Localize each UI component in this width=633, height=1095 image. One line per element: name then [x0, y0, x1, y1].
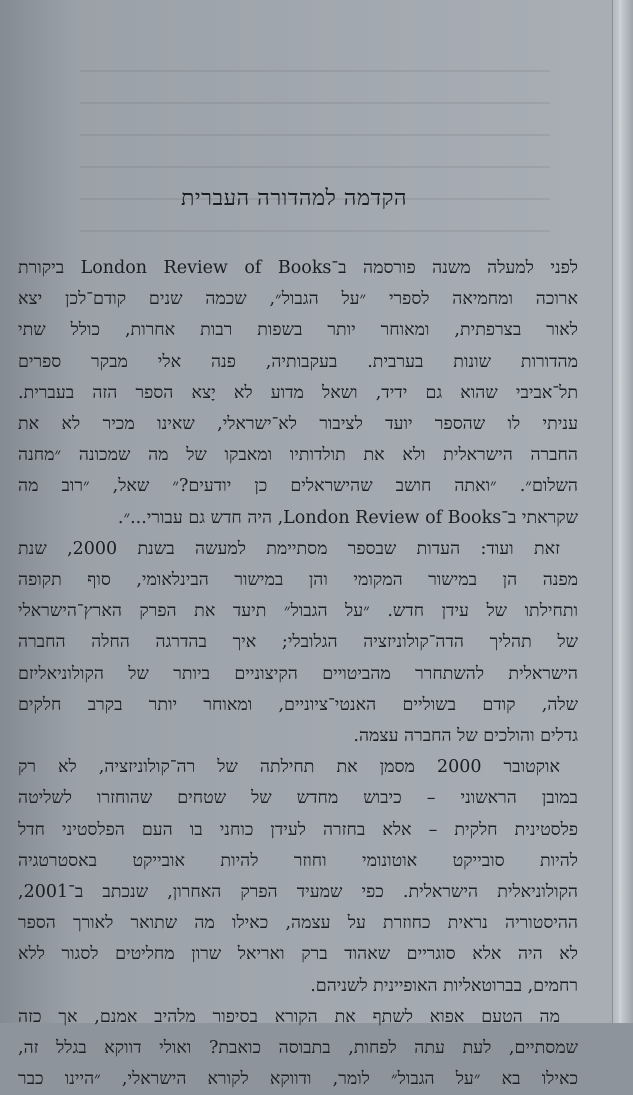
page-body — [18, 185, 578, 1095]
text-line: אוקטובר 2000 מסמן את תחילתה של רה־קולוניזציה, לא רק — [18, 757, 560, 778]
text-line: מה הטעם אפוא לשתף את הקורא בסיפור מלהיב אמנם, אך כזה — [18, 1006, 560, 1027]
text-line: לא היה אלא סוגריים שאהוד ברק ואריאל שרון מחליטים לסגור ללא — [18, 944, 578, 965]
text-line: ההיסטוריה נראית כחוזרת על עצמה, כאילו מה שתואר לאורך הספר — [18, 913, 578, 934]
text-line: רחמים, בברוטאליות האופיינית לשניהם. — [310, 975, 578, 996]
text-line: השלום״. ״ואתה חושב שהישראלים כן יודעים?״ שאל, ״רוב מה — [18, 476, 578, 497]
paragraph-1 — [18, 253, 578, 534]
text-line: של תהליך הדה־קולוניזציה הגלובלי; איך בהדרגה החלה החברה — [18, 632, 578, 653]
text-line: הקולוניאלית הישראלית. כפי שמעיד הפרק האחרון, שנכתב ב־2001, — [18, 882, 578, 903]
text-line: להיות סובייקט אוטונומי וחוזר להיות אובייקט באסטרטגיה — [18, 850, 578, 871]
paragraph-2 — [18, 534, 578, 752]
text-line: מהדורות שונות בערבית. בעקבותיה, פנה אלי מבקר ספרים — [18, 351, 578, 372]
text-line: עניתי לו שהספר יועד לציבור לא־ישראלי, שאינו מכיר לא את — [18, 414, 578, 435]
page-edge — [612, 0, 633, 1023]
text-line: החברה הישראלית ולא את תולדותיו ומאבקו של מה שמכונה ״מחנה — [18, 445, 578, 466]
text-line: כאילו בא ״על הגבול״ לומר, ודווקא לקורא הישראלי, ״היינו כבר — [18, 1069, 578, 1090]
text-line: ותחילתו של עידן חדש. ״על הגבול״ תיעד את הפרק הארץ־הישראלי — [18, 601, 578, 622]
text-line: פלסטינית חלקית – אלא בחזרה לעידן כוחני בו העם הפלסטיני חדל — [18, 819, 578, 840]
text-line: לאור בצרפתית, ומאוחר יותר בשפות רבות אחרות, כולל שתי — [18, 320, 578, 341]
chapter-title: הקדמה למהדורה העברית — [180, 186, 408, 211]
text-line: לפני למעלה משנה פורסמה ב־London Review of Books ביקורת — [18, 258, 578, 278]
text-line: שמסתיים, לעת עתה לפחות, בתבוסה כואבת? ואולי דווקא בגלל זה, — [18, 1038, 578, 1059]
text-line: מפנה הן במישור המקומי והן במישור הבינלאומי, סוף תקופה — [18, 570, 578, 591]
text-line: ארוכה ומחמיאה לספרי ״על הגבול״, שכמה שנים קודם־לכן יצא — [18, 289, 578, 310]
text-line: גדלים והולכים של החברה עצמה. — [353, 726, 578, 747]
text-line: במובן הראשוני – כיבוש מחדש של שטחים שהוחזרו לשליטה — [18, 788, 578, 809]
paragraph-4 — [18, 1002, 578, 1095]
text-line: זאת ועוד: העדות שבספר מסתיימת למעשה בשנת 2000, שנת — [18, 538, 560, 559]
text-line: תל־אביבי שהוא גם ידיד, ושאל מדוע לא יָצא הספר הזה בעברית. — [18, 382, 578, 403]
text-line: הישראלית להשתחרר מהביטויים הקיצוניים ביותר של הקולוניאליזם — [18, 663, 578, 684]
text-line: שקראתי ב־London Review of Books, היה חדש גם עבורי...״. — [117, 507, 578, 528]
paragraph-3 — [18, 752, 578, 1002]
text-line: שלה, קודם בשוליים האנטי־ציוניים, ומאוחר יותר בקרב חלקים — [18, 694, 578, 715]
